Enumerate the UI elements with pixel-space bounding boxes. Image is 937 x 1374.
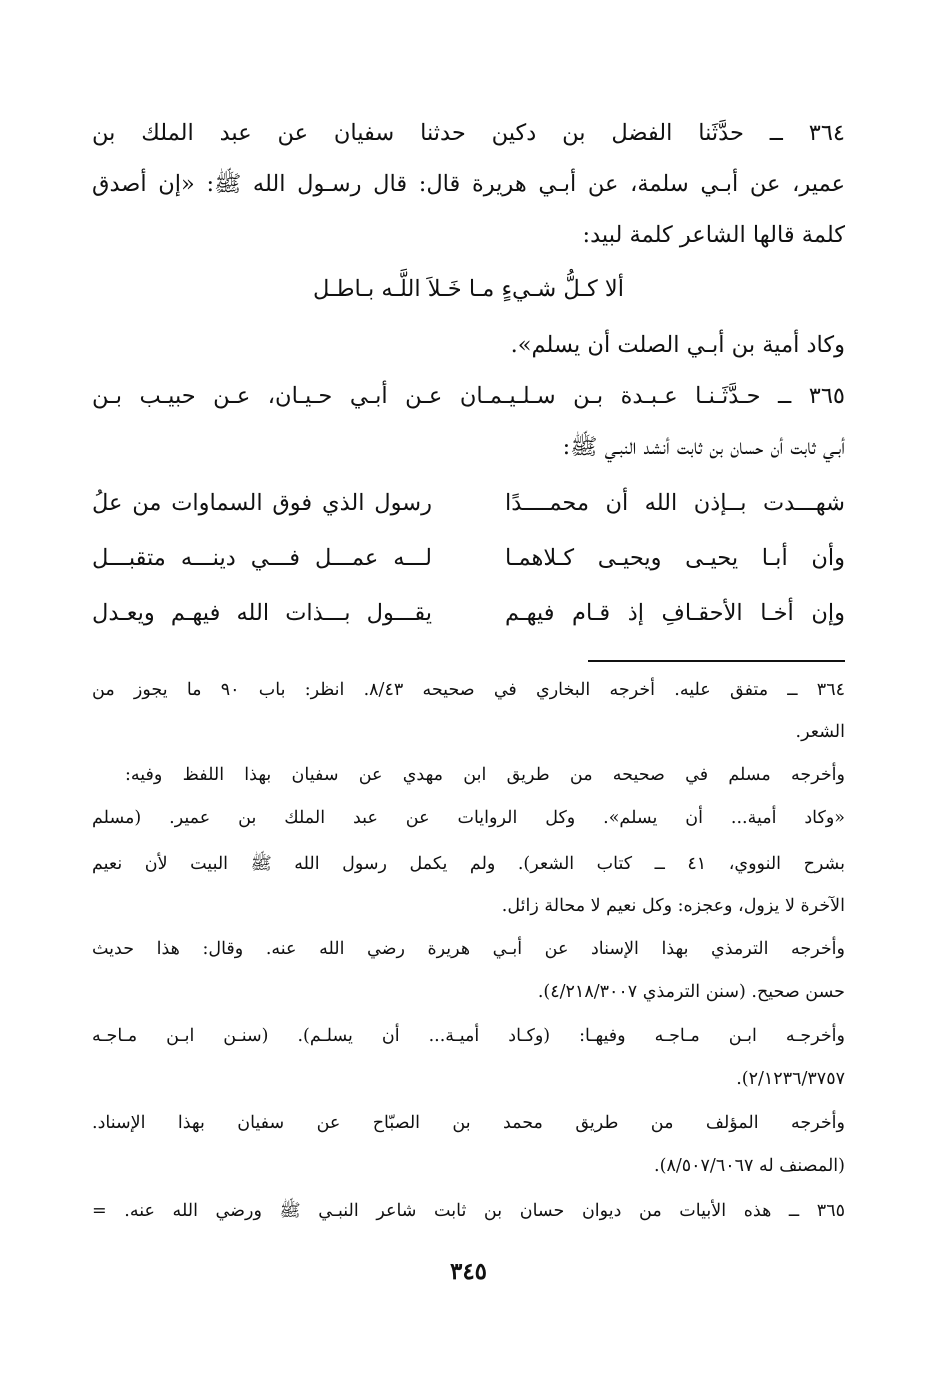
hadith-364-line-4: وكاد أمية بن أبـي الصلت أن يسلم». — [510, 332, 845, 358]
verse-labid: ألا كـلُّ شـيءٍ مـا خَـلاَ اللَّـه بـاطـل — [312, 276, 624, 302]
footnote-364-line-1: ٣٦٤ ــ متفق عليه. أخرجه البخاري في صحيحه ٨/٤٣. انظر: باب ٩٠ ما يجوز من — [92, 680, 845, 700]
poem-line-3-second: يقـــول بـــذات الله فيهـم ويعـدل — [92, 600, 432, 626]
footnote-separator — [588, 660, 845, 662]
hadith-364-line-3: كلمة قالها الشاعر كلمة لبيد: — [582, 222, 845, 248]
footnote-365-line-1: ٣٦٥ ــ هذه الأبيات من ديوان حسان بن ثابت شاعر النبـي ﷺ ورضي الله عنه. = — [92, 1201, 845, 1221]
hadith-364-line-1: ٣٦٤ ــ حدَّثَنا الفضل بن دكين حدثنا سفيان عن عبد الملك بن — [92, 120, 845, 146]
footnote-364-line-8: حسن صحيح. (سنن الترمذي ٤/٢١٨/٣٠٠٧). — [537, 982, 845, 1002]
hadith-364-line-2: عمير، عن أبـي سلمة، عن أبـي هريرة قال: قال رسـول الله ﷺ: «إن أصدق — [92, 171, 845, 197]
footnote-364-line-11: وأخرجه المؤلف من طريق محمد بن الصبّاح عن سفيان بهذا الإسناد. — [92, 1113, 845, 1133]
footnote-364-line-7: وأخرجه الترمذي بهذا الإسناد عن أبـي هريرة رضي الله عنه. وقال: هذا حديث — [92, 939, 845, 959]
poem-line-3-first: وإن أخـا الأحقـافِ إذ قـام فيهـم — [505, 600, 845, 626]
footnote-364-line-10: ٢/١٢٣٦/٣٧٥٧). — [736, 1069, 845, 1089]
hadith-365-line-2: أبـي ثابت أن حسان بن ثابت أنشد النبـي ﷺ: — [562, 434, 845, 460]
poem-line-1-first: شهـــدت بــإذن الله أن محمــــدًا — [505, 490, 845, 516]
footnote-364-line-5: بشرح النووي، ٤١ ــ كتاب الشعر). ولم يكمل رسول الله ﷺ البيت لأن نعيم — [92, 854, 846, 874]
footnote-364-line-12: (المصنف له ٨/٥٠٧/٦٠٦٧). — [654, 1156, 845, 1176]
footnote-364-line-2: الشعر. — [795, 722, 845, 742]
poem-line-2-first: وأن أبـا يحيـى ويحيـى كـلاهمـا — [505, 545, 845, 571]
footnote-364-line-3: وأخرجه مسلم في صحيحه من طريق ابن مهدي عن سفيان بهذا اللفظ وفيه: — [125, 765, 845, 785]
hadith-365-line-1: ٣٦٥ ــ حـدَّثَـنـا عـبـدة بـن سـلـيـمـان عـن أبـي حـيـان، عـن حبيـب بـن — [92, 383, 845, 409]
poem-line-2-second: لـــه عمـــل فـــي دينـــه متقبـــل — [92, 545, 432, 571]
footnote-364-line-6: الآخرة لا يزول، وعجزه: وكل نعيم لا محالة زائل. — [501, 896, 845, 916]
footnote-364-line-9: وأخرجـه ابـن مـاجـه وفيهـا: (وكـاد أميـة... أن يسلـم). (سنـن ابـن مـاجـه — [92, 1026, 845, 1046]
page-number: ٣٤٥ — [449, 1258, 488, 1285]
footnote-364-line-4: «وكاد أمية... أن يسلم». وكل الروايات عن عبد الملك بن عمير. (مسلم — [92, 808, 845, 828]
poem-line-1-second: رسول الذي فوق السماوات من علُ — [92, 490, 432, 516]
